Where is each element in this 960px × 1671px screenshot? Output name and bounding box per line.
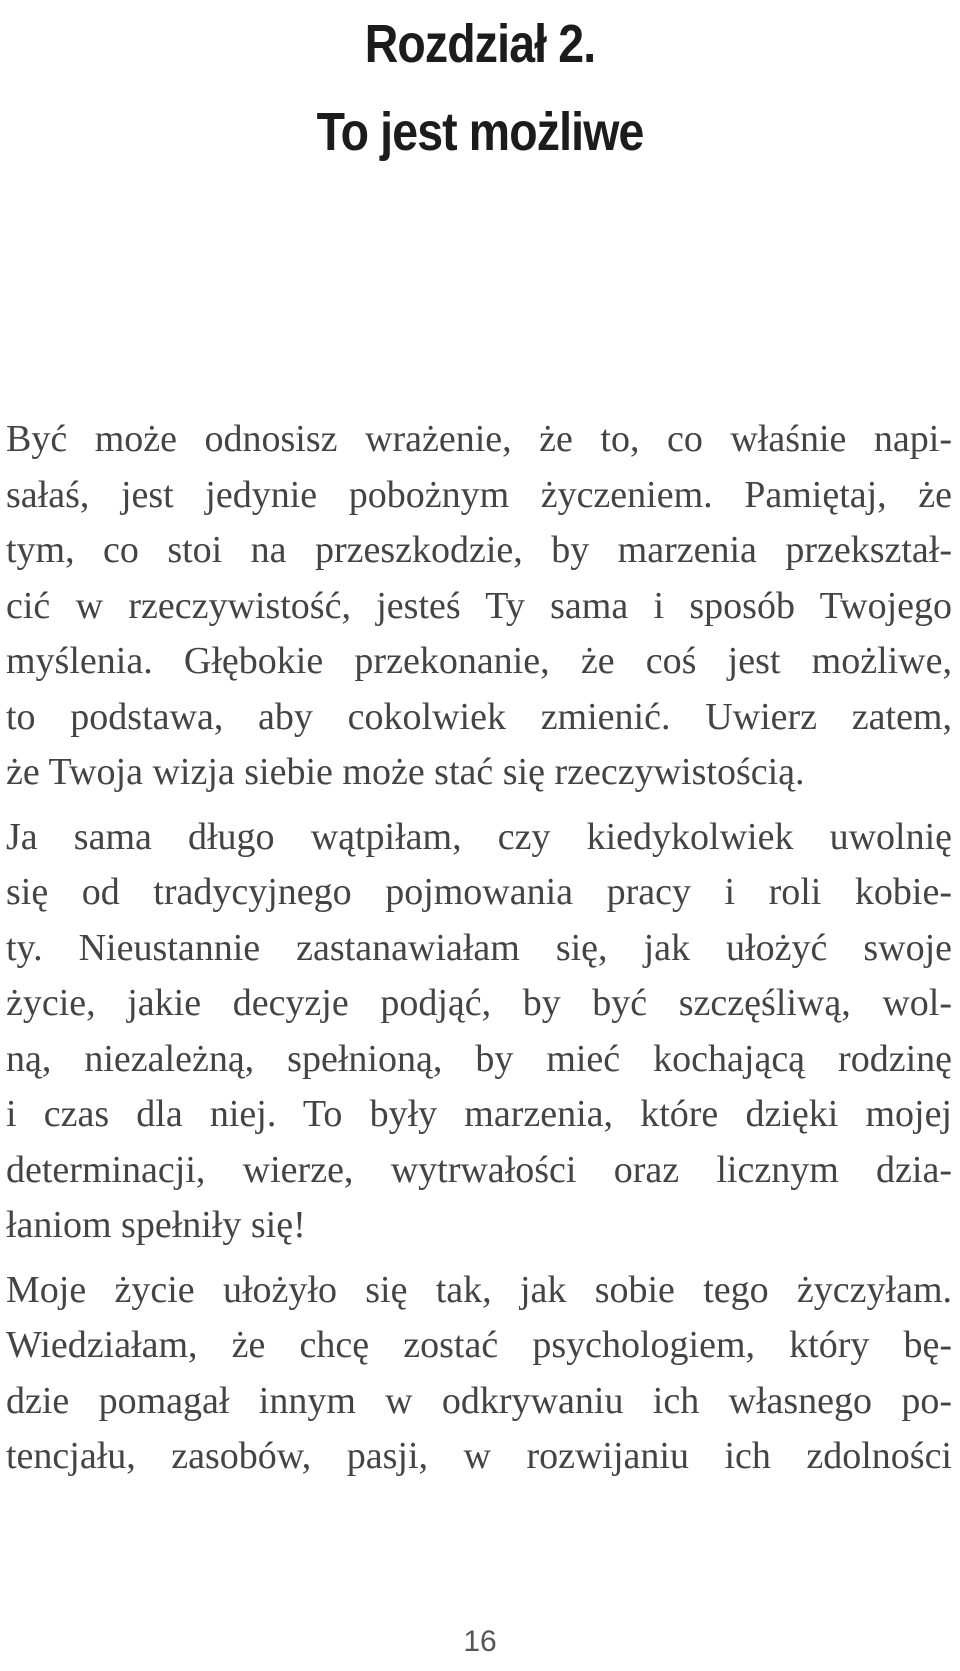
text-line: ną, niezależną, spełnioną, by mieć kochającą rodzinę <box>6 1037 952 1080</box>
paragraph <box>6 412 952 801</box>
text-line: Wiedziałam, że chcę zostać psychologiem, który bę- <box>6 1324 952 1366</box>
body-text <box>6 412 952 1494</box>
text-line: determinacji, wierze, wytrwałości oraz licznym dzia- <box>6 1148 952 1191</box>
text-line: to podstawa, aby cokolwiek zmienić. Uwierz zatem, <box>6 695 952 738</box>
page-number: 16 <box>463 1625 497 1658</box>
text-line: życie, jakie decyzje podjąć, by być szczęśliwą, wol- <box>6 982 952 1024</box>
text-line: sałaś, jest jedynie pobożnym życzeniem. Pamiętaj, że <box>6 473 952 516</box>
paragraph <box>6 1263 952 1485</box>
text-line: myślenia. Głębokie przekonanie, że coś jest możliwe, <box>6 640 952 682</box>
text-line: tencjału, zasobów, pasji, w rozwijaniu ich zdolności <box>6 1435 952 1477</box>
paragraph <box>6 810 952 1254</box>
text-line: cić w rzeczywistość, jesteś Ty sama i sposób Twojego <box>6 584 952 627</box>
text-line: i czas dla niej. To były marzenia, które dzięki mojej <box>6 1093 952 1135</box>
chapter-heading <box>67 0 893 176</box>
text-line: Ja sama długo wątpiłam, czy kiedykolwiek uwolnię <box>6 815 952 858</box>
chapter-title: To jest możliwe <box>316 102 644 162</box>
text-line: że Twoja wizja siebie może stać się rzeczywistością. <box>6 751 805 793</box>
chapter-number: Rozdział 2. <box>364 14 596 74</box>
text-line: ty. Nieustannie zastanawiałam się, jak ułożyć swoje <box>6 926 952 969</box>
text-line: Moje życie ułożyło się tak, jak sobie tego życzyłam. <box>6 1268 952 1311</box>
text-line: tym, co stoi na przeszkodzie, by marzenia przekształ- <box>6 529 952 571</box>
text-line: Być może odnosisz wrażenie, że to, co właśnie napi- <box>6 418 952 460</box>
text-line: dzie pomagał innym w odkrywaniu ich własnego po- <box>6 1379 952 1422</box>
text-line: się od tradycyjnego pojmowania pracy i roli kobie- <box>6 871 952 913</box>
text-line: łaniom spełniły się! <box>6 1204 306 1246</box>
